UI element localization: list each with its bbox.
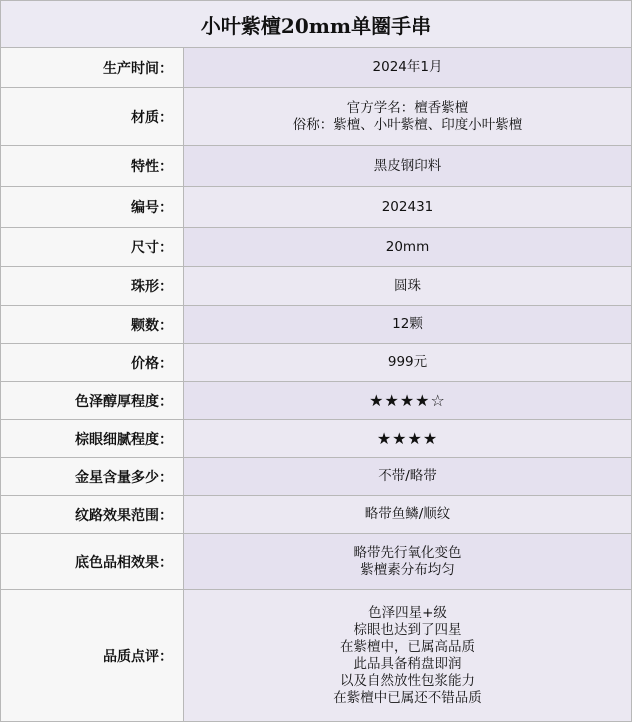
row-color-richness xyxy=(1,382,631,420)
row-label: 编号： xyxy=(1,187,184,227)
value-line: 在紫檀中已属还不错品质 xyxy=(333,689,482,706)
row-value xyxy=(184,267,631,305)
row-size xyxy=(1,228,631,267)
row-value xyxy=(184,306,631,343)
value-line: 2024年1月 xyxy=(372,59,443,75)
row-value xyxy=(184,420,631,457)
row-pore-fineness xyxy=(1,420,631,458)
row-value xyxy=(184,187,631,227)
value-line: 略带先行氧化变色 xyxy=(353,544,462,561)
row-value xyxy=(184,458,631,495)
row-label: 色泽醇厚程度： xyxy=(1,382,184,419)
row-label: 珠形： xyxy=(1,267,184,305)
row-base-color xyxy=(1,534,631,590)
value-line: 在紫檀中，已属高品质 xyxy=(340,638,475,655)
star-rating: ★★★★ xyxy=(376,429,439,448)
row-value xyxy=(184,590,631,721)
row-value xyxy=(184,534,631,589)
value-line: 20mm xyxy=(385,238,430,255)
value-line: 黑皮钢印料 xyxy=(373,157,442,174)
row-bead-shape xyxy=(1,267,631,306)
row-label: 特性： xyxy=(1,146,184,186)
value-line: 圆珠 xyxy=(394,277,421,294)
value-line: 以及自然放性包浆能力 xyxy=(340,672,475,689)
row-value xyxy=(184,146,631,186)
row-label: 棕眼细腻程度： xyxy=(1,420,184,457)
value-line: 略带鱼鳞/顺纹 xyxy=(364,506,451,522)
row-value xyxy=(184,382,631,419)
row-label: 尺寸： xyxy=(1,228,184,266)
row-label: 底色品相效果： xyxy=(1,534,184,589)
value-line: 此品具备稍盘即润 xyxy=(353,655,462,672)
row-value xyxy=(184,88,631,145)
value-line: 202431 xyxy=(381,198,434,215)
row-feature xyxy=(1,146,631,187)
row-label: 金星含量多少： xyxy=(1,458,184,495)
row-bead-count xyxy=(1,306,631,344)
row-material xyxy=(1,88,631,146)
row-label: 生产时间： xyxy=(1,48,184,87)
value-line: 紫檀素分布均匀 xyxy=(360,561,455,578)
sheet-title: 小叶紫檀20mm单圈手串 xyxy=(1,1,631,48)
row-value xyxy=(184,344,631,381)
value-line: 999元 xyxy=(387,354,428,370)
row-label: 纹路效果范围： xyxy=(1,496,184,533)
row-value xyxy=(184,496,631,533)
row-label: 颗数： xyxy=(1,306,184,343)
row-golden-star-content xyxy=(1,458,631,496)
row-value xyxy=(184,228,631,266)
row-label: 品质点评： xyxy=(1,590,184,721)
value-line: 棕眼也达到了四星 xyxy=(353,621,462,638)
row-label: 材质： xyxy=(1,88,184,145)
value-line: 色泽四星+级 xyxy=(368,604,447,621)
row-quality-review xyxy=(1,590,631,721)
value-line: 12颗 xyxy=(392,316,423,332)
value-line: 官方学名：檀香紫檀 xyxy=(346,99,469,116)
row-serial-number xyxy=(1,187,631,228)
row-production-time xyxy=(1,48,631,88)
row-price xyxy=(1,344,631,382)
row-grain-effect xyxy=(1,496,631,534)
value-line: 不带/略带 xyxy=(378,468,437,484)
star-rating: ★★★★☆ xyxy=(369,391,446,410)
row-value xyxy=(184,48,631,87)
row-label: 价格： xyxy=(1,344,184,381)
value-line: 俗称：紫檀、小叶紫檀、印度小叶紫檀 xyxy=(292,116,523,133)
